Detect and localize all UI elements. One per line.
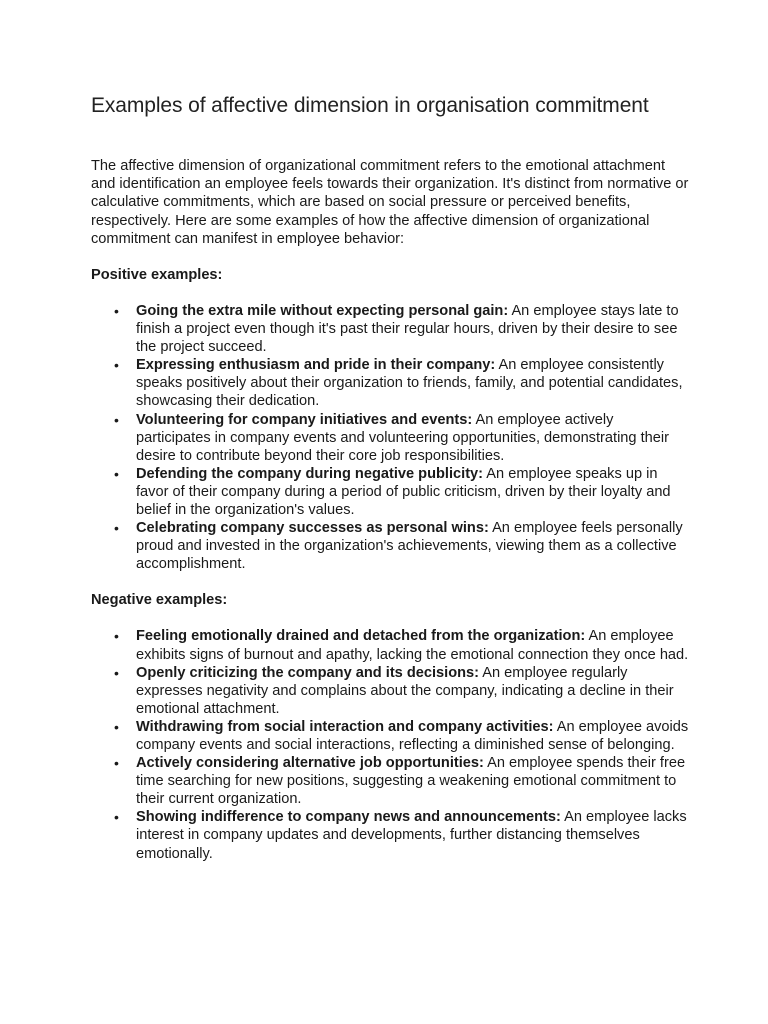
item-lead: Showing indifference to company news and announcements: xyxy=(136,809,561,826)
list-item xyxy=(91,754,691,808)
item-lead: Actively considering alternative job opportunities: xyxy=(136,755,484,772)
item-text: An employee avoids company events and social interactions, reflecting a diminished sense of belonging. xyxy=(136,718,689,753)
item-lead: Celebrating company successes as personal wins: xyxy=(136,520,489,537)
list-item xyxy=(91,356,691,410)
item-lead: Volunteering for company initiatives and events: xyxy=(136,411,473,428)
bullet-icon: • xyxy=(114,755,119,772)
item-lead: Defending the company during negative publicity: xyxy=(136,465,484,482)
positive-examples-heading: Positive examples: xyxy=(91,267,223,284)
negative-examples-list xyxy=(91,627,691,862)
list-item xyxy=(91,718,691,754)
item-text: An employee lacks interest in company updates and developments, further distancing themselves emotionally. xyxy=(136,809,687,862)
item-lead: Expressing enthusiasm and pride in their company: xyxy=(136,357,496,374)
list-item xyxy=(91,519,691,573)
item-text: An employee actively participates in company events and volunteering opportunities, demonstrating their desire to contribute beyond their core job responsibilities. xyxy=(136,411,669,464)
bullet-icon: • xyxy=(114,303,119,320)
item-text: An employee stays late to finish a project even though it's past their regular hours, driven by their desire to see the project succeed. xyxy=(136,303,679,356)
bullet-icon: • xyxy=(114,465,119,482)
item-text: An employee regularly expresses negativity and complains about the company, indicating a decline in their emotional attachment. xyxy=(136,664,674,717)
item-text: An employee consistently speaks positively about their organization to friends, family, and potential candidates, showcasing their dedication. xyxy=(136,357,683,410)
list-item xyxy=(91,465,691,519)
page-title: Examples of affective dimension in organisation commitment xyxy=(91,94,649,117)
list-item xyxy=(91,664,691,718)
list-item xyxy=(91,627,691,663)
bullet-icon: • xyxy=(114,520,119,537)
item-text: An employee speaks up in favor of their company during a period of public criticism, driven by their loyalty and belief in the organization's values. xyxy=(136,465,671,519)
positive-examples-list xyxy=(91,302,691,573)
list-item xyxy=(91,808,691,862)
intro-paragraph: The affective dimension of organizational commitment refers to the emotional attachment and identification an employee feels towards their organization. It's distinct from normative or calculative commitments, which are based on social pressure or perceived benefits, respectively. Here are some examples of how the affective dimension of organizational commitment can manifest in employee behavior: xyxy=(91,158,689,247)
document-page xyxy=(91,93,691,863)
item-lead: Withdrawing from social interaction and company activities: xyxy=(136,718,554,735)
bullet-icon: • xyxy=(114,809,119,826)
bullet-icon: • xyxy=(114,411,119,428)
item-text: An employee feels personally proud and invested in the organization's achievements, viewing them as a collective accomplishment. xyxy=(136,520,683,573)
item-text: An employee spends their free time searching for new positions, suggesting a weakening emotional commitment to their current organization. xyxy=(136,755,686,808)
negative-examples-heading: Negative examples: xyxy=(91,592,228,609)
bullet-icon: • xyxy=(114,628,119,645)
bullet-icon: • xyxy=(114,664,119,681)
item-text: An employee exhibits signs of burnout and apathy, lacking the emotional connection they once had. xyxy=(136,628,689,663)
list-item xyxy=(91,411,691,465)
item-lead: Going the extra mile without expecting personal gain: xyxy=(136,303,509,320)
bullet-icon: • xyxy=(114,357,119,374)
list-item xyxy=(91,302,691,356)
item-lead: Feeling emotionally drained and detached from the organization: xyxy=(136,628,586,645)
item-lead: Openly criticizing the company and its decisions: xyxy=(136,664,480,681)
bullet-icon: • xyxy=(114,718,119,735)
